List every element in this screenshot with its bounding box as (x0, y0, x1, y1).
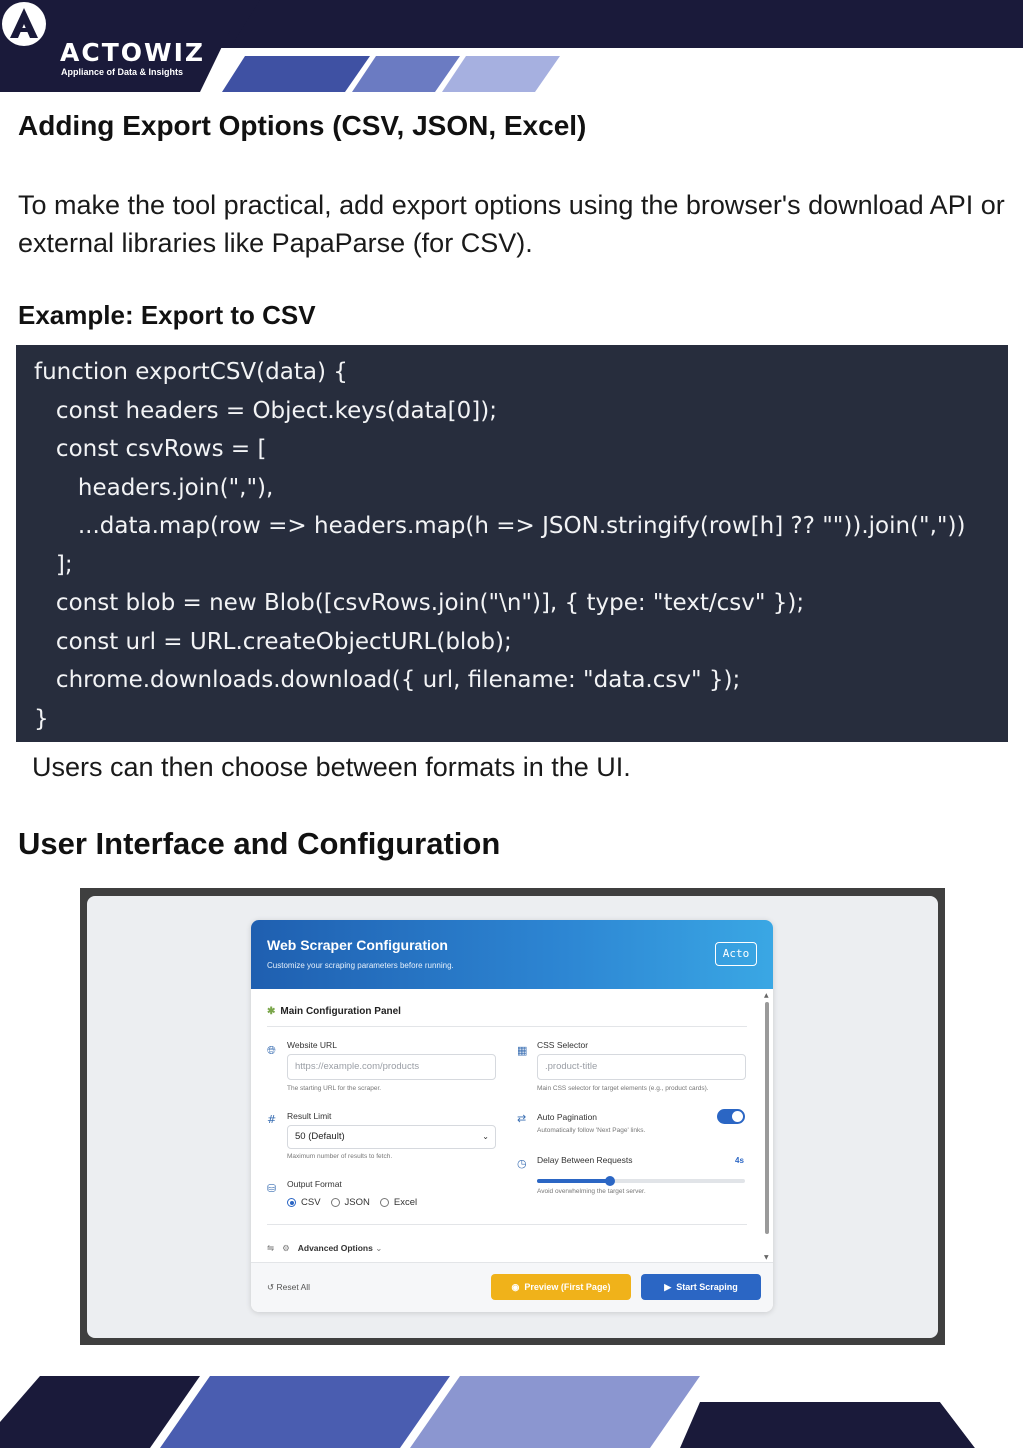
website-url-label: Website URL (287, 1040, 337, 1050)
result-limit-value: 50 (Default) (295, 1131, 345, 1142)
result-limit-help: Maximum number of results to fetch. (287, 1153, 393, 1160)
panel-header (251, 920, 773, 989)
repeat-icon: ⇄ (517, 1112, 527, 1125)
css-selector-input[interactable]: .product-title (537, 1054, 746, 1080)
radio-json[interactable] (331, 1197, 370, 1208)
website-url-help: The starting URL for the scraper. (287, 1085, 382, 1092)
puzzle-icon: ✱ (267, 1006, 276, 1017)
code-line: const url = URL.createObjectURL(blob); (34, 628, 512, 655)
panel-subtitle: Customize your scraping parameters before running. (267, 961, 454, 970)
radio-button[interactable] (331, 1198, 340, 1207)
reset-icon: ↺ (267, 1282, 275, 1292)
code-line: const csvRows = [ (34, 436, 267, 462)
code-line: headers.join(","), (34, 474, 274, 501)
scroll-down-arrow-icon[interactable]: ▼ (764, 1254, 769, 1261)
play-icon: ▶ (664, 1282, 672, 1292)
output-format-radios (287, 1197, 417, 1208)
section-heading: Adding Export Options (CSV, JSON, Excel) (18, 110, 587, 141)
css-selector-help: Main CSS selector for target elements (e.g., product cards). (537, 1085, 709, 1092)
brand-name: ACTOWIZ (60, 38, 206, 67)
css-selector-label: CSS Selector (537, 1040, 589, 1050)
example-heading: Example: Export to CSV (18, 300, 316, 330)
screenshot-canvas (87, 896, 938, 1338)
radio-label: CSV (301, 1197, 321, 1208)
start-scraping-button[interactable] (641, 1274, 761, 1300)
code-block (16, 345, 1008, 742)
ui-heading: User Interface and Configuration (18, 826, 501, 861)
advanced-options-label: Advanced Options (297, 1243, 373, 1253)
delay-value: 4s (735, 1156, 744, 1165)
hash-icon: # (267, 1113, 277, 1126)
intro-paragraph: To make the tool practical, add export options using the browser's download API or external libraries like PapaParse (for CSV). (18, 190, 1005, 258)
reset-all-button[interactable] (267, 1282, 310, 1293)
section-divider (267, 1026, 747, 1027)
page-header (0, 0, 1023, 92)
auto-pagination-help: Automatically follow 'Next Page' links. (537, 1127, 646, 1134)
ui-screenshot (80, 888, 945, 1345)
code-line: function exportCSV(data) { (34, 359, 348, 385)
code-line: chrome.downloads.download({ url, filename: "data.csv" }); (34, 667, 741, 693)
eye-icon: ◉ (511, 1282, 520, 1292)
main-config-title (267, 1006, 401, 1017)
section-divider (267, 1224, 747, 1225)
sliders-icon: ⇋ (267, 1243, 275, 1253)
preview-label: Preview (First Page) (524, 1282, 611, 1292)
code-line: const headers = Object.keys(data[0]); (34, 397, 497, 424)
config-panel (251, 920, 773, 1312)
result-limit-label: Result Limit (287, 1111, 332, 1121)
output-format-label: Output Format (287, 1179, 342, 1189)
footer-decoration (0, 1372, 1023, 1448)
delay-slider[interactable] (537, 1179, 745, 1183)
radio-button[interactable] (287, 1198, 296, 1207)
chevron-down-icon: ⌄ (482, 1132, 489, 1141)
scroll-up-arrow-icon[interactable]: ▲ (764, 992, 769, 999)
reset-label: Reset All (276, 1282, 311, 1292)
auto-pagination-toggle[interactable] (717, 1109, 745, 1124)
panel-footer (251, 1262, 773, 1312)
radio-label: JSON (344, 1197, 370, 1208)
gear-icon: ⚙ (282, 1243, 290, 1253)
brand-tagline: Appliance of Data & Insights (61, 67, 184, 77)
delay-help: Avoid overwhelming the target server. (537, 1188, 646, 1195)
grid-icon: ▦ (517, 1044, 528, 1057)
section-title-label: Main Configuration Panel (280, 1006, 401, 1017)
code-line: ...data.map(row => headers.map(h => JSON.stringify(row[h] ?? "")).join(",")) (34, 513, 966, 539)
delay-slider-fill (537, 1179, 610, 1183)
radio-button[interactable] (380, 1198, 389, 1207)
scroll-thumb[interactable] (765, 1002, 769, 1234)
database-icon: ⛁ (267, 1182, 277, 1195)
radio-csv[interactable] (287, 1197, 321, 1208)
delay-label: Delay Between Requests (537, 1155, 633, 1165)
code-line: const blob = new Blob([csvRows.join("\n")], { type: "text/csv" }); (34, 590, 805, 616)
globe-icon: 🌐︎ (267, 1044, 276, 1057)
result-limit-select[interactable] (287, 1125, 496, 1149)
preview-button[interactable] (491, 1274, 631, 1300)
advanced-options-toggle[interactable] (267, 1243, 390, 1254)
panel-title: Web Scraper Configuration (267, 937, 448, 953)
clock-icon: ◷ (517, 1157, 527, 1170)
chevron-down-icon: ⌄ (375, 1243, 383, 1253)
delay-slider-thumb[interactable] (605, 1176, 615, 1186)
logo-icon (0, 0, 48, 48)
auto-pagination-label: Auto Pagination (537, 1112, 598, 1122)
radio-excel[interactable] (380, 1197, 417, 1208)
panel-scrollbar[interactable] (763, 992, 771, 1262)
radio-label: Excel (393, 1197, 418, 1208)
start-label: Start Scraping (676, 1282, 738, 1292)
code-line: } (34, 705, 49, 732)
code-line: ]; (34, 551, 73, 578)
website-url-input[interactable]: https://example.com/products (287, 1054, 496, 1080)
brand-badge: Acto (715, 942, 757, 966)
formats-note: Users can then choose between formats in the UI. (32, 752, 631, 782)
